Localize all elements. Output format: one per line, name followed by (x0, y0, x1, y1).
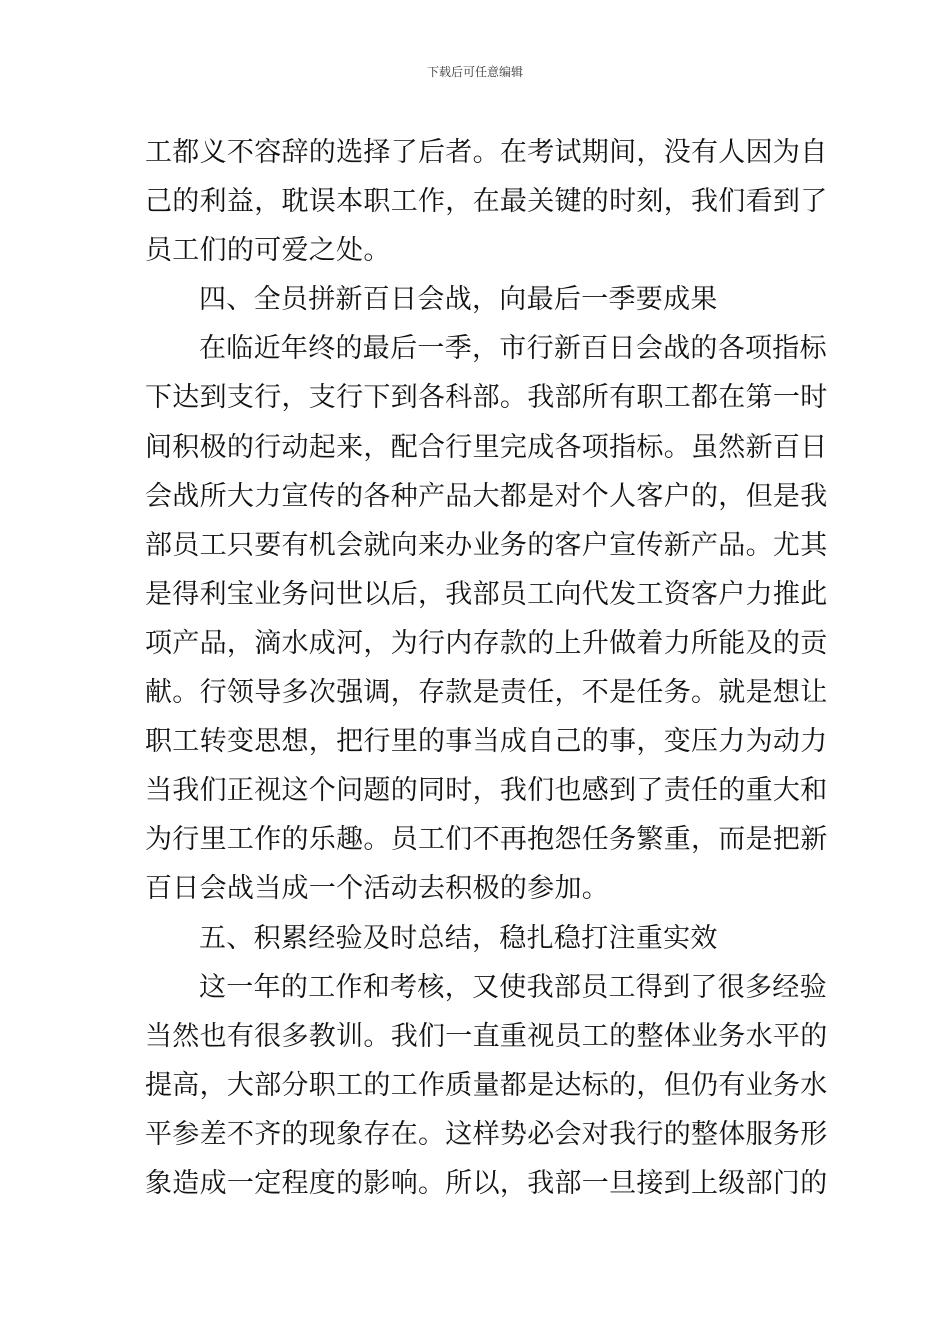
body-line: 部员工只要有机会就向来办业务的客户宣传新产品。尤其 (145, 529, 828, 561)
body-line: 职工转变思想，把行里的事当成自己的事，变压力为动力 (145, 726, 828, 758)
body-line: 当我们正视这个问题的同时，我们也感到了责任的重大和 (145, 775, 828, 807)
document-body (145, 128, 828, 1208)
body-line: 为行里工作的乐趣。员工们不再抱怨任务繁重，而是把新 (145, 824, 828, 856)
body-line: 己的利益，耽误本职工作，在最关键的时刻，我们看到了 (145, 186, 828, 218)
paragraph-start: 在临近年终的最后一季，市行新百日会战的各项指标 (199, 333, 827, 365)
body-line: 是得利宝业务问世以后，我部员工向代发工资客户力推此 (145, 578, 828, 610)
section-heading: 五、积累经验及时总结，稳扎稳打注重实效 (199, 922, 718, 954)
body-line: 象造成一定程度的影响。所以，我部一旦接到上级部门的 (145, 1167, 828, 1199)
page-header: 下载后可任意编辑 (426, 65, 523, 79)
body-line: 百日会战当成一个活动去积极的参加。 (145, 873, 610, 905)
paragraph-start: 这一年的工作和考核，又使我部员工得到了很多经验 (199, 971, 827, 1003)
body-line: 工都义不容辞的选择了后者。在考试期间，没有人因为自 (145, 137, 828, 168)
body-line: 平参差不齐的现象存在。这样势必会对我行的整体服务形 (145, 1118, 828, 1150)
body-line: 当然也有很多教训。我们一直重视员工的整体业务水平的 (145, 1020, 828, 1052)
body-line: 下达到支行，支行下到各科部。我部所有职工都在第一时 (145, 382, 828, 414)
section-heading: 四、全员拼新百日会战，向最后一季要成果 (199, 284, 718, 316)
body-line: 会战所大力宣传的各种产品大都是对个人客户的，但是我 (145, 480, 828, 512)
body-line: 间积极的行动起来，配合行里完成各项指标。虽然新百日 (145, 431, 828, 463)
body-line: 员工们的可爱之处。 (145, 235, 391, 267)
body-line: 提高，大部分职工的工作质量都是达标的，但仍有业务水 (145, 1069, 828, 1101)
body-line: 献。行领导多次强调，存款是责任，不是任务。就是想让 (145, 677, 828, 709)
body-line: 项产品，滴水成河，为行内存款的上升做着力所能及的贡 (145, 627, 828, 659)
